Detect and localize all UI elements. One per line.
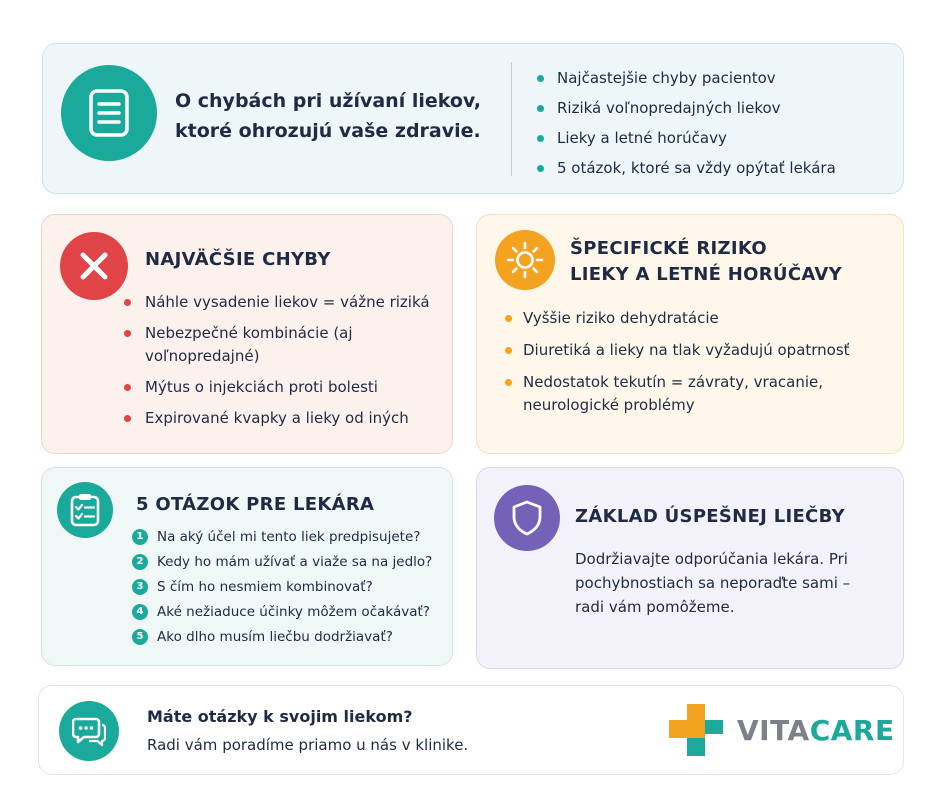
page-title-line1: O chybách pri užívaní liekov, [175, 90, 481, 112]
mistakes-card [41, 214, 453, 454]
page-title [175, 86, 515, 146]
bullet-icon [505, 379, 512, 386]
logo-text-vita: VITA [737, 714, 810, 747]
bullet-icon [537, 165, 544, 172]
list-item [124, 322, 444, 368]
summer-title-line2: LIEKY A LETNÉ HORÚČAVY [570, 264, 842, 285]
mistakes-list [124, 291, 444, 438]
clipboard-icon [57, 482, 113, 538]
list-item-label: Nedostatok tekutín = závraty, vracanie, neurologické problémy [523, 373, 823, 414]
topic-label: Lieky a letné horúčavy [557, 129, 727, 147]
list-item-label: Vyššie riziko dehydratácie [523, 309, 719, 327]
topic-item [537, 63, 836, 93]
list-item [124, 407, 444, 430]
topic-label: Riziká voľnopredajných liekov [557, 99, 781, 117]
list-item [505, 339, 885, 362]
number-badge: 5 [132, 629, 148, 645]
list-item [132, 600, 432, 625]
page-title-line2: ktoré ohrozujú vaše zdravie. [175, 120, 481, 142]
logo-wordmark [737, 714, 895, 747]
logo-text-care: CARE [809, 714, 895, 747]
list-item-label: Expirované kvapky a lieky od iných [145, 409, 409, 427]
topic-label: 5 otázok, ktoré sa vždy opýtať lekára [557, 159, 836, 177]
success-body: Dodržiavajte odporúčania lekára. Pri pochybnostiach sa neporaďte sami – radi vám pomôžeme. [575, 550, 851, 616]
list-item-label: Mýtus o injekciách proti bolesti [145, 378, 378, 396]
chat-icon [59, 701, 119, 761]
sun-icon [495, 230, 555, 290]
number-badge: 3 [132, 579, 148, 595]
contact-subtitle: Radi vám poradíme priamo u nás v klinike. [147, 736, 469, 754]
bullet-icon [124, 330, 131, 337]
document-icon [61, 65, 157, 161]
bullet-icon [537, 105, 544, 112]
bullet-icon [124, 299, 131, 306]
topic-item [537, 123, 836, 153]
bullet-icon [537, 75, 544, 82]
vitacare-logo [665, 700, 895, 760]
questions-card [41, 467, 453, 666]
bullet-icon [124, 415, 131, 422]
shield-icon [494, 485, 560, 551]
summer-risk-card [476, 214, 904, 454]
summer-list [505, 307, 885, 426]
list-item [505, 371, 885, 417]
list-item-label: Ako dlho musím liečbu dodržiavať? [157, 629, 393, 645]
list-item [124, 376, 444, 399]
topic-item [537, 93, 836, 123]
medical-cross-icon [665, 700, 729, 760]
list-item [132, 550, 432, 575]
list-item [505, 307, 885, 330]
summer-title [570, 236, 842, 288]
bullet-icon [537, 135, 544, 142]
mistakes-title: NAJVÄČŠIE CHYBY [145, 249, 331, 270]
list-item [132, 575, 432, 600]
header-card [42, 43, 904, 194]
header-divider [511, 62, 512, 176]
bullet-icon [505, 315, 512, 322]
questions-list [132, 525, 432, 650]
close-icon [60, 232, 128, 300]
summer-title-line1: ŠPECIFICKÉ RIZIKO [570, 238, 767, 259]
list-item-label: Náhle vysadenie liekov = vážne riziká [145, 293, 430, 311]
list-item-label: Kedy ho mám užívať a viaže sa na jedlo? [157, 554, 433, 570]
contact-bar [38, 685, 904, 775]
list-item-label: Aké nežiaduce účinky môžem očakávať? [157, 604, 430, 620]
success-title: ZÁKLAD ÚSPEŠNEJ LIEČBY [575, 506, 845, 527]
list-item [124, 291, 444, 314]
number-badge: 1 [132, 529, 148, 545]
contact-question: Máte otázky k svojim liekom? [147, 707, 413, 726]
list-item-label: S čím ho nesmiem kombinovať? [157, 579, 373, 595]
questions-title: 5 OTÁZOK PRE LEKÁRA [136, 494, 375, 515]
topic-label: Najčastejšie chyby pacientov [557, 69, 776, 87]
list-item-label: Nebezpečné kombinácie (aj voľnopredajné) [145, 324, 353, 365]
success-card [476, 467, 904, 669]
list-item-label: Na aký účel mi tento liek predpisujete? [157, 529, 421, 545]
number-badge: 4 [132, 604, 148, 620]
bullet-icon [124, 384, 131, 391]
list-item [132, 525, 432, 550]
list-item-label: Diuretiká a lieky na tlak vyžadujú opatrnosť [523, 341, 850, 359]
number-badge: 2 [132, 554, 148, 570]
list-item [132, 625, 432, 650]
bullet-icon [505, 347, 512, 354]
topic-item [537, 153, 836, 183]
topic-list [537, 63, 836, 183]
